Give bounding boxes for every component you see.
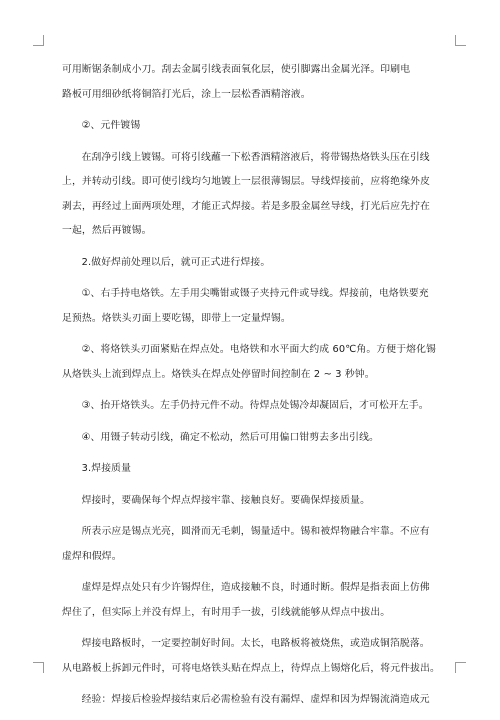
paragraph-heading-quality: 3.焊接质量 bbox=[81, 463, 132, 474]
crop-mark-bottom-left bbox=[33, 662, 44, 673]
paragraph: 虚焊是焊点处只有少许锡焊住，造成接触不良，时通时断。假焊是指表面上仿佛 焊住了，但实际上并没有焊上，有时用手一拔，引线就能够从焊点中拔出。 bbox=[62, 582, 430, 618]
crop-mark-top-right bbox=[455, 35, 466, 46]
document-body bbox=[62, 58, 440, 720]
paragraph-step-1: ①、右手持电烙铁。左手用尖嘴钳或镊子夹持元件或导线。焊接前，电烙铁要充 足预热。烙铁头刃面上要吃锡，即带上一定量焊锡。 bbox=[62, 288, 429, 324]
crop-mark-bottom-right bbox=[455, 662, 466, 673]
paragraph: 所表示应是锡点光亮，圆滑而无毛刺，锡量适中。锡和被焊物融合牢靠。不应有 虚焊和假焊。 bbox=[62, 526, 430, 562]
paragraph-continuation: 可用断锯条制成小刀。刮去金属引线表面氧化层，使引脚露出金属光泽。印刷电 路板可用细砂纸将铜箔打光后，涂上一层松香酒精溶液。 bbox=[62, 64, 411, 100]
paragraph: 经验：焊接后检验焊接结束后必需检验有没有漏焊、虚焊和因为焊锡流淌造成元 bbox=[81, 694, 430, 705]
paragraph-heading-soldering: 2.做好焊前处理以后，就可正式进行焊接。 bbox=[81, 256, 271, 268]
paragraph-step-3: ③、抬开烙铁头。左手仍持元件不动。待焊点处锡冷却凝固后，才可松开左手。 bbox=[81, 400, 429, 411]
paragraph-heading-tin-plating: ②、元件镀锡 bbox=[81, 120, 141, 131]
paragraph-step-4: ④、用镊子转动引线，确定不松动，然后可用偏口钳剪去多出引线。 bbox=[81, 431, 379, 443]
paragraph-step-2: ②、将烙铁头刃面紧贴在焊点处。电烙铁和水平面大约成 60℃角。方便于熔化锡 从烙铁头上流到焊点上。烙铁头在焊点处停留时间控制在 2 ~ 3 秒钟。 bbox=[62, 344, 437, 380]
paragraph: 在刮净引线上镀锡。可将引线蘸一下松香酒精溶液后，将带锡热烙铁头压在引线 上，并转动引线。即可使引线均匀地镀上一层很薄锡层。导线焊接前，应将绝缘外皮 剥去，再经过上面两项处理，才能正式焊接。若是多股金属丝导线，打光后应先拧在 一起，然后再镀锡。 bbox=[62, 151, 431, 236]
paragraph: 焊接时，要确保每个焊点焊接牢靠、接触良好。要确保焊接质量。 bbox=[81, 494, 371, 506]
paragraph: 焊接电路板时，一定要控制好时间。太长，电路板将被烧焦，或造成铜箔脱落。 从电路板上拆卸元件时，可将电烙铁头贴在焊点上，待焊点上锡熔化后，将元件拔出。 bbox=[62, 638, 440, 674]
crop-mark-top-left bbox=[33, 35, 44, 46]
